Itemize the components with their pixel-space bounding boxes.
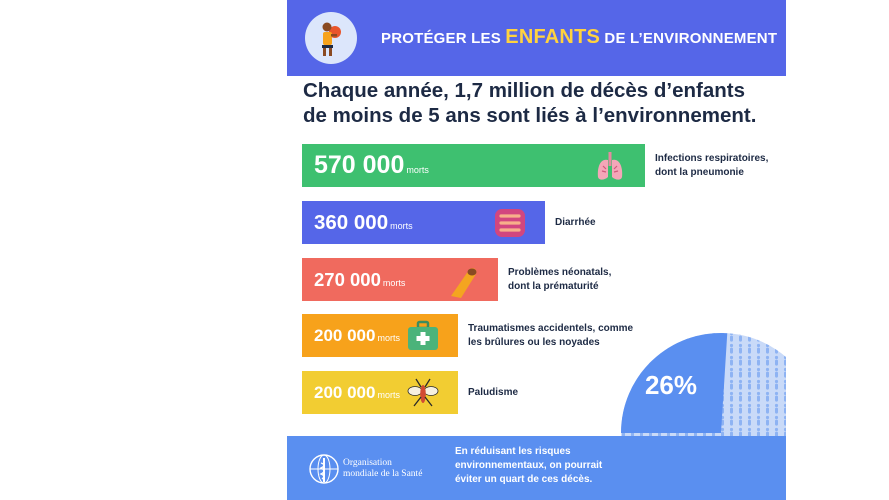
lungs-icon (592, 148, 628, 184)
finger-icon (445, 262, 481, 298)
header-title-highlight: ENFANTS (505, 26, 601, 48)
bar-5 (302, 371, 458, 414)
bar-unit: morts (390, 221, 413, 231)
pie-percent-label: 26% (644, 370, 698, 400)
bar-category-label (468, 386, 518, 400)
footer-banner (287, 436, 786, 500)
headline (303, 78, 773, 128)
bar-category-label-line: Paludisme (468, 386, 519, 398)
child-with-ball-icon (305, 12, 357, 64)
bar-unit: morts (406, 165, 429, 175)
first-aid-kit-icon (405, 318, 441, 354)
bar-category-label-line: dont la prématurité (508, 280, 599, 292)
headline-line-1: Chaque année, 1,7 million de décès d’enfants (303, 79, 746, 102)
who-emblem-icon (307, 452, 341, 486)
infographic-poster (287, 0, 786, 500)
bar-value: 200 000 (314, 383, 376, 402)
header-banner (287, 0, 786, 76)
footer-message (455, 445, 635, 487)
bar-2 (302, 201, 545, 244)
bar-value-label (314, 258, 405, 305)
who-name (343, 458, 422, 480)
who-name-line-2: mondiale de la Santé (343, 469, 423, 479)
who-name-line-1: Organisation (343, 458, 392, 468)
bar-value: 360 000 (314, 211, 389, 234)
bar-category-label-line: dont la pneumonie (655, 166, 744, 178)
bar-value: 270 000 (314, 269, 381, 290)
bar-1 (302, 144, 645, 187)
bar-category-label (508, 266, 611, 294)
bar-value-label (314, 144, 429, 192)
bar-unit: morts (382, 278, 406, 288)
intestine-icon (492, 205, 528, 241)
footer-line-3: éviter un quart de ces décès. (455, 474, 593, 485)
mosquito-icon (405, 375, 441, 411)
bar-category-label (655, 152, 768, 180)
bar-category-label (555, 216, 596, 230)
bar-value: 200 000 (314, 326, 376, 345)
header-title-pre: PROTÉGER LES (381, 30, 506, 47)
bar-category-label-line: Traumatismes accidentels, comme (468, 322, 634, 334)
header-title-post: DE L’ENVIRONNEMENT (600, 30, 778, 47)
bar-category-label-line: Diarrhée (555, 216, 596, 228)
bar-unit: morts (377, 390, 400, 400)
bar-3 (302, 258, 498, 301)
footer-line-2: environnementaux, on pourrait (455, 460, 603, 471)
bar-category-label-line: Infections respiratoires, (655, 152, 769, 164)
footer-line-1: En réduisant les risques (455, 446, 571, 457)
bar-unit: morts (377, 333, 400, 343)
bar-category-label (468, 322, 633, 350)
header-title (381, 26, 781, 49)
bar-value: 570 000 (314, 151, 405, 179)
bar-category-label-line: Problèmes néonatals, (508, 266, 612, 278)
bar-value-label (314, 371, 400, 417)
bar-value-label (314, 201, 413, 248)
headline-line-2: de moins de 5 ans sont liés à l’environnement. (303, 104, 757, 127)
bar-category-label-line: les brûlures ou les noyades (468, 336, 600, 348)
bar-value-label (314, 314, 400, 360)
bar-4 (302, 314, 458, 357)
